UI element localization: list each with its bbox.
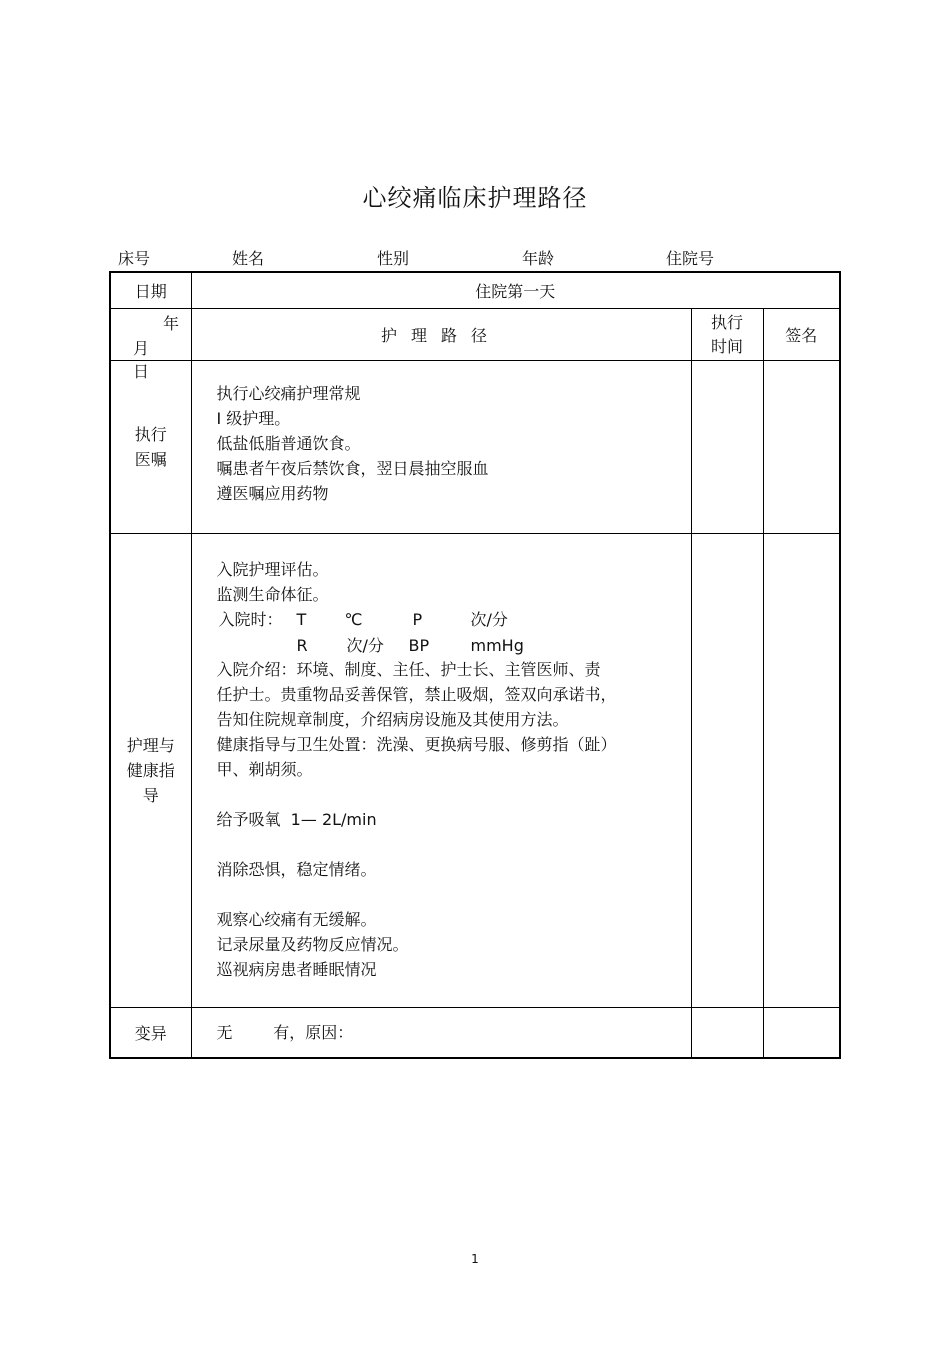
care-line: 告知住院规章制度，介绍病房设施及其使用方法。	[216, 710, 569, 729]
care-line: 观察心绞痛有无缓解。	[216, 910, 377, 929]
care-content	[191, 534, 691, 1008]
sign-header: 签名	[763, 309, 840, 361]
nursing-path-table	[109, 271, 841, 1059]
path-header: 护理路径	[191, 309, 691, 361]
orders-label: 执行 医嘱	[110, 361, 191, 534]
vitals-prefix: 入院时：	[218, 610, 283, 629]
care-sign-cell[interactable]	[763, 534, 840, 1008]
orders-row	[110, 361, 840, 534]
oxygen-line: 给予吸氧 1— 2L/min	[216, 810, 377, 829]
page-number: 1	[471, 1252, 479, 1266]
variation-sign-cell[interactable]	[763, 1008, 840, 1059]
pulse-unit: 次/分	[470, 610, 508, 629]
order-line: 遵医嘱应用药物	[216, 483, 329, 503]
name-label: 姓名	[232, 249, 265, 268]
care-line: 入院护理评估。	[216, 560, 329, 579]
orders-exec-time-cell[interactable]	[691, 361, 763, 534]
blood-pressure-label: BP	[408, 636, 430, 655]
temperature-label: T	[296, 610, 307, 629]
care-line: 入院介绍：环境、制度、主任、护士长、主管医师、责	[216, 660, 601, 679]
year-label: 年	[163, 314, 180, 333]
order-line: 嘱患者午夜后禁饮食，翌日晨抽空服血	[216, 458, 489, 478]
order-line: 执行心绞痛护理常规	[216, 383, 361, 403]
exec-time-header: 执行 时间	[691, 309, 763, 361]
temperature-unit: ℃	[344, 610, 363, 629]
blood-pressure-unit: mmHg	[470, 636, 524, 655]
care-label: 护理与 健康指 导	[110, 534, 191, 1008]
patient-info-line	[0, 246, 950, 268]
year-month-day-cell	[110, 309, 191, 381]
day-label: 住院第一天	[191, 272, 840, 309]
order-line: I 级护理。	[216, 408, 291, 428]
order-line: 低盐低脂普通饮食。	[216, 433, 361, 453]
vitals-block	[217, 607, 691, 657]
variation-exec-time-cell[interactable]	[691, 1008, 763, 1059]
variation-content	[191, 1008, 691, 1059]
header-row	[110, 309, 840, 361]
date-row	[110, 272, 840, 309]
page-title: 心绞痛临床护理路径	[362, 184, 588, 212]
care-line: 甲、剃胡须。	[216, 760, 313, 779]
care-line: 监测生命体征。	[216, 585, 329, 604]
gender-label: 性别	[377, 249, 410, 268]
variation-label: 变异	[110, 1008, 191, 1059]
care-line: 任护士。贵重物品妥善保管，禁止吸烟，签双向承诺书，	[216, 685, 617, 704]
date-label: 日期	[110, 272, 191, 309]
care-exec-time-cell[interactable]	[691, 534, 763, 1008]
respiration-unit: 次/分	[346, 636, 384, 655]
pulse-label: P	[412, 610, 423, 629]
care-line: 健康指导与卫生处置：洗澡、更换病号服、修剪指（趾）	[216, 735, 617, 754]
age-label: 年龄	[522, 249, 555, 268]
emotion-line: 消除恐惧，稳定情绪。	[216, 860, 377, 879]
bed-number-label: 床号	[118, 249, 151, 268]
variation-text: 无 有，原因：	[216, 1023, 354, 1042]
orders-sign-cell[interactable]	[763, 361, 840, 534]
respiration-label: R	[296, 636, 308, 655]
care-line: 巡视病房患者睡眠情况	[216, 960, 377, 979]
variation-row	[110, 1008, 840, 1059]
orders-content	[191, 361, 691, 534]
admission-number-label: 住院号	[666, 249, 715, 268]
care-row	[110, 534, 840, 1008]
month-day-label: 月 日	[133, 339, 162, 381]
care-line: 记录尿量及药物反应情况。	[216, 935, 409, 954]
